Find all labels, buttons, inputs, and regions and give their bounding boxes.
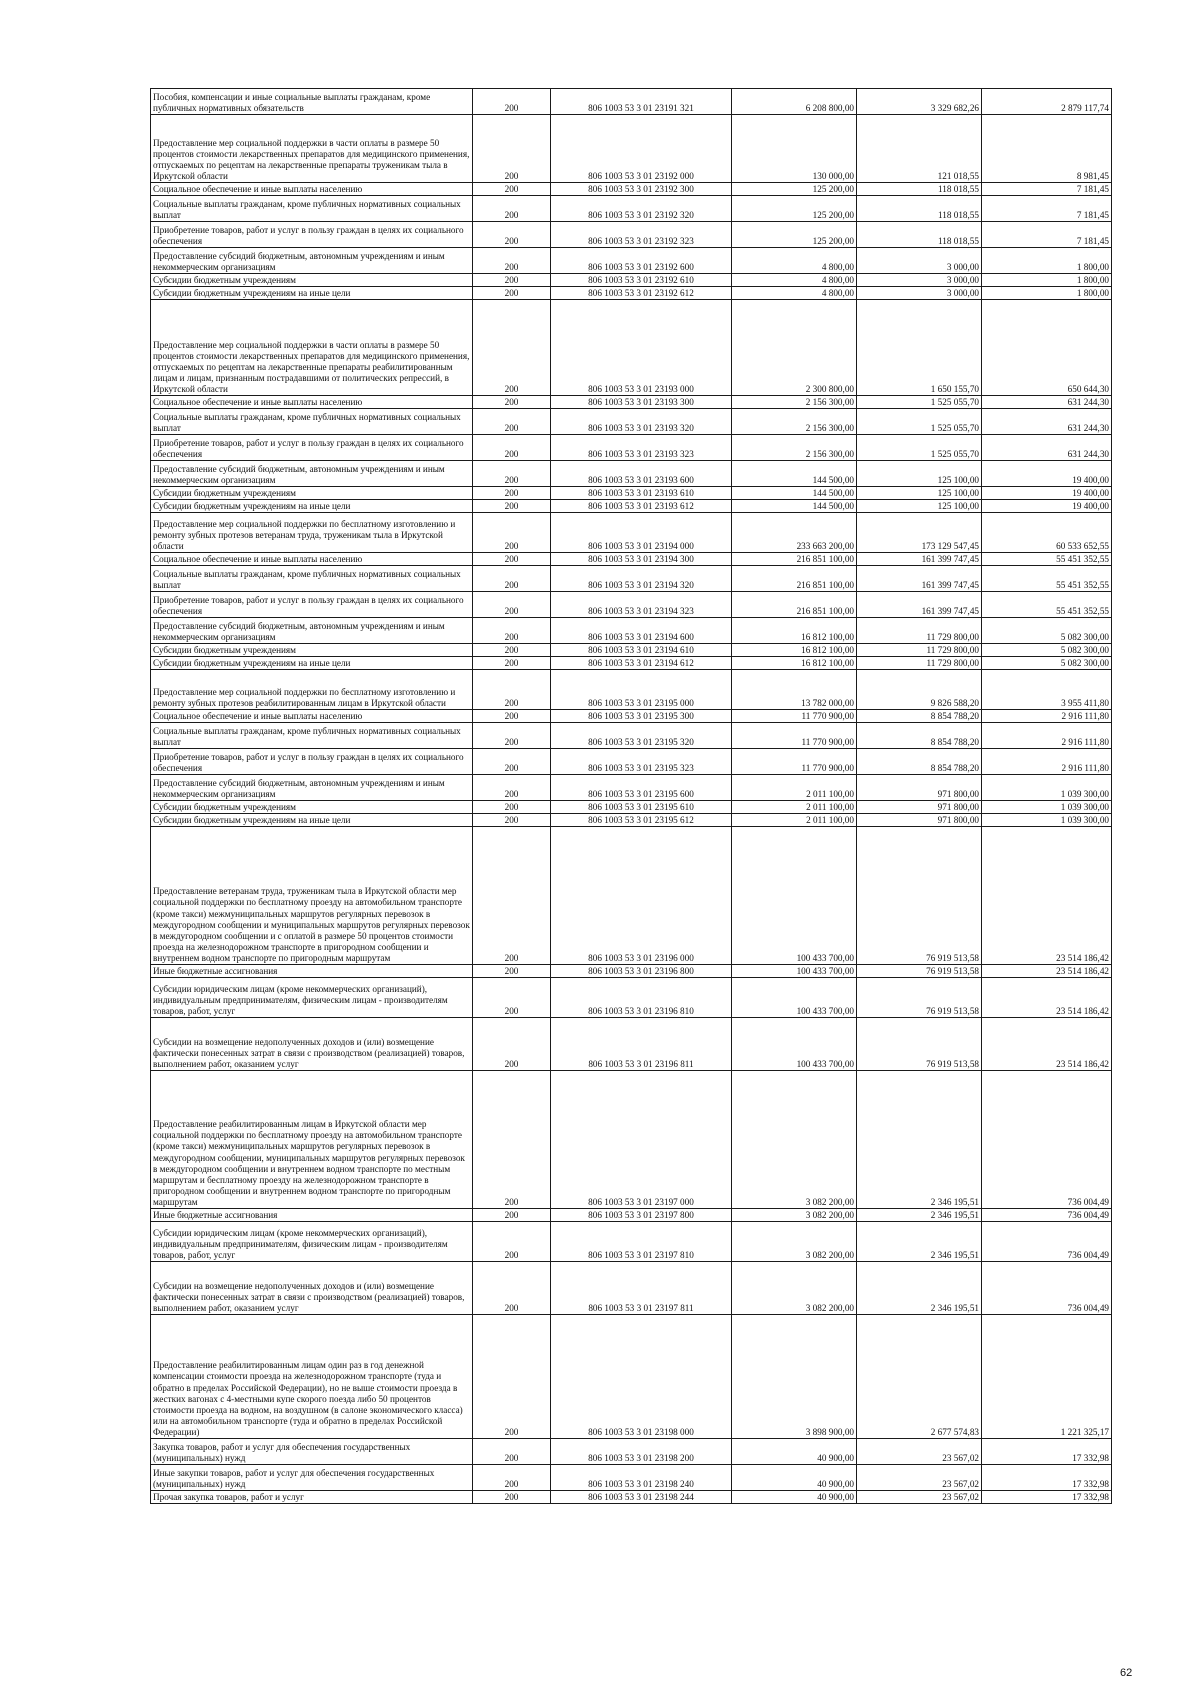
budget-classification-code: 806 1003 53 3 01 23192 000 — [551, 115, 732, 183]
unexecuted-amount: 631 244,30 — [982, 409, 1112, 435]
admin-code: 200 — [473, 592, 551, 618]
budget-classification-code: 806 1003 53 3 01 23198 240 — [551, 1465, 732, 1491]
budget-item-name: Социальные выплаты гражданам, кроме публичных нормативных социальных выплат — [151, 196, 473, 222]
approved-amount: 4 800,00 — [732, 248, 857, 274]
executed-amount: 11 729 800,00 — [857, 657, 982, 670]
table-row — [151, 566, 1112, 592]
budget-item-name: Иные закупки товаров, работ и услуг для обеспечения государственных (муниципальных) нужд — [151, 1465, 473, 1491]
unexecuted-amount: 1 039 300,00 — [982, 801, 1112, 814]
admin-code: 200 — [473, 89, 551, 115]
approved-amount: 16 812 100,00 — [732, 644, 857, 657]
executed-amount: 2 346 195,51 — [857, 1262, 982, 1315]
admin-code: 200 — [473, 513, 551, 553]
approved-amount: 100 433 700,00 — [732, 978, 857, 1018]
budget-classification-code: 806 1003 53 3 01 23195 610 — [551, 801, 732, 814]
approved-amount: 2 156 300,00 — [732, 396, 857, 409]
executed-amount: 2 346 195,51 — [857, 1222, 982, 1262]
executed-amount: 121 018,55 — [857, 115, 982, 183]
budget-item-name: Пособия, компенсации и иные социальные выплаты гражданам, кроме публичных нормативных обязательств — [151, 89, 473, 115]
budget-classification-code: 806 1003 53 3 01 23192 612 — [551, 287, 732, 300]
budget-classification-code: 806 1003 53 3 01 23193 300 — [551, 396, 732, 409]
table-row — [151, 1491, 1112, 1504]
table-row — [151, 222, 1112, 248]
unexecuted-amount: 19 400,00 — [982, 487, 1112, 500]
admin-code: 200 — [473, 196, 551, 222]
table-row — [151, 618, 1112, 644]
budget-classification-code: 806 1003 53 3 01 23195 600 — [551, 775, 732, 801]
approved-amount: 125 200,00 — [732, 196, 857, 222]
executed-amount: 971 800,00 — [857, 801, 982, 814]
budget-classification-code: 806 1003 53 3 01 23196 810 — [551, 978, 732, 1018]
budget-classification-code: 806 1003 53 3 01 23197 800 — [551, 1209, 732, 1222]
admin-code: 200 — [473, 710, 551, 723]
budget-classification-code: 806 1003 53 3 01 23195 320 — [551, 723, 732, 749]
table-row — [151, 657, 1112, 670]
table-row — [151, 435, 1112, 461]
unexecuted-amount: 631 244,30 — [982, 435, 1112, 461]
table-row — [151, 183, 1112, 196]
unexecuted-amount: 736 004,49 — [982, 1222, 1112, 1262]
approved-amount: 216 851 100,00 — [732, 566, 857, 592]
executed-amount: 161 399 747,45 — [857, 566, 982, 592]
unexecuted-amount: 650 644,30 — [982, 300, 1112, 396]
budget-classification-code: 806 1003 53 3 01 23197 810 — [551, 1222, 732, 1262]
admin-code: 200 — [473, 435, 551, 461]
budget-item-name: Социальное обеспечение и иные выплаты населению — [151, 183, 473, 196]
admin-code: 200 — [473, 749, 551, 775]
executed-amount: 125 100,00 — [857, 500, 982, 513]
budget-classification-code: 806 1003 53 3 01 23192 320 — [551, 196, 732, 222]
budget-item-name: Субсидии бюджетным учреждениям — [151, 801, 473, 814]
table-row — [151, 710, 1112, 723]
unexecuted-amount: 5 082 300,00 — [982, 657, 1112, 670]
unexecuted-amount: 5 082 300,00 — [982, 644, 1112, 657]
budget-item-name: Приобретение товаров, работ и услуг в пользу граждан в целях их социального обеспечения — [151, 749, 473, 775]
approved-amount: 2 011 100,00 — [732, 814, 857, 827]
budget-item-name: Иные бюджетные ассигнования — [151, 965, 473, 978]
executed-amount: 76 919 513,58 — [857, 978, 982, 1018]
approved-amount: 11 770 900,00 — [732, 723, 857, 749]
unexecuted-amount: 19 400,00 — [982, 500, 1112, 513]
executed-amount: 3 329 682,26 — [857, 89, 982, 115]
unexecuted-amount: 17 332,98 — [982, 1439, 1112, 1465]
budget-sheet — [150, 88, 1109, 1504]
executed-amount: 1 525 055,70 — [857, 409, 982, 435]
budget-classification-code: 806 1003 53 3 01 23192 323 — [551, 222, 732, 248]
executed-amount: 125 100,00 — [857, 461, 982, 487]
admin-code: 200 — [473, 1491, 551, 1504]
budget-item-name: Социальное обеспечение и иные выплаты населению — [151, 396, 473, 409]
budget-item-name: Приобретение товаров, работ и услуг в пользу граждан в целях их социального обеспечения — [151, 435, 473, 461]
executed-amount: 3 000,00 — [857, 274, 982, 287]
budget-item-name: Субсидии бюджетным учреждениям — [151, 644, 473, 657]
unexecuted-amount: 1 039 300,00 — [982, 814, 1112, 827]
table-row — [151, 248, 1112, 274]
budget-classification-code: 806 1003 53 3 01 23194 320 — [551, 566, 732, 592]
executed-amount: 1 650 155,70 — [857, 300, 982, 396]
admin-code: 200 — [473, 618, 551, 644]
table-row — [151, 644, 1112, 657]
budget-item-name: Предоставление субсидий бюджетным, автономным учреждениям и иным некоммерческим организациям — [151, 618, 473, 644]
executed-amount: 76 919 513,58 — [857, 827, 982, 965]
table-row — [151, 814, 1112, 827]
executed-amount: 173 129 547,45 — [857, 513, 982, 553]
executed-amount: 118 018,55 — [857, 183, 982, 196]
approved-amount: 2 300 800,00 — [732, 300, 857, 396]
budget-classification-code: 806 1003 53 3 01 23192 600 — [551, 248, 732, 274]
table-row — [151, 978, 1112, 1018]
approved-amount: 11 770 900,00 — [732, 710, 857, 723]
executed-amount: 23 567,02 — [857, 1465, 982, 1491]
admin-code: 200 — [473, 965, 551, 978]
unexecuted-amount: 5 082 300,00 — [982, 618, 1112, 644]
unexecuted-amount: 2 916 111,80 — [982, 710, 1112, 723]
executed-amount: 11 729 800,00 — [857, 644, 982, 657]
executed-amount: 161 399 747,45 — [857, 553, 982, 566]
approved-amount: 144 500,00 — [732, 487, 857, 500]
approved-amount: 13 782 000,00 — [732, 670, 857, 710]
table-row — [151, 1439, 1112, 1465]
unexecuted-amount: 1 800,00 — [982, 248, 1112, 274]
approved-amount: 3 082 200,00 — [732, 1071, 857, 1209]
budget-classification-code: 806 1003 53 3 01 23196 811 — [551, 1018, 732, 1071]
executed-amount: 125 100,00 — [857, 487, 982, 500]
unexecuted-amount: 2 916 111,80 — [982, 749, 1112, 775]
approved-amount: 16 812 100,00 — [732, 657, 857, 670]
budget-item-name: Приобретение товаров, работ и услуг в пользу граждан в целях их социального обеспечения — [151, 222, 473, 248]
table-row — [151, 1222, 1112, 1262]
budget-item-name: Предоставление субсидий бюджетным, автономным учреждениям и иным некоммерческим организациям — [151, 248, 473, 274]
budget-item-name: Предоставление субсидий бюджетным, автономным учреждениям и иным некоммерческим организациям — [151, 461, 473, 487]
admin-code: 200 — [473, 500, 551, 513]
budget-classification-code: 806 1003 53 3 01 23193 600 — [551, 461, 732, 487]
budget-item-name: Субсидии юридическим лицам (кроме некоммерческих организаций), индивидуальным предпринимателям, физическим лицам - производителям товаров, работ, услуг — [151, 978, 473, 1018]
unexecuted-amount: 2 879 117,74 — [982, 89, 1112, 115]
table-row — [151, 801, 1112, 814]
approved-amount: 3 082 200,00 — [732, 1222, 857, 1262]
executed-amount: 2 677 574,83 — [857, 1315, 982, 1439]
budget-item-name: Субсидии бюджетным учреждениям на иные цели — [151, 657, 473, 670]
budget-classification-code: 806 1003 53 3 01 23196 800 — [551, 965, 732, 978]
budget-item-name: Иные бюджетные ассигнования — [151, 1209, 473, 1222]
unexecuted-amount: 1 800,00 — [982, 287, 1112, 300]
table-row — [151, 670, 1112, 710]
admin-code: 200 — [473, 1315, 551, 1439]
unexecuted-amount: 55 451 352,55 — [982, 566, 1112, 592]
approved-amount: 40 900,00 — [732, 1491, 857, 1504]
budget-classification-code: 806 1003 53 3 01 23194 000 — [551, 513, 732, 553]
budget-classification-code: 806 1003 53 3 01 23193 000 — [551, 300, 732, 396]
approved-amount: 16 812 100,00 — [732, 618, 857, 644]
approved-amount: 40 900,00 — [732, 1465, 857, 1491]
unexecuted-amount: 23 514 186,42 — [982, 965, 1112, 978]
unexecuted-amount: 1 039 300,00 — [982, 775, 1112, 801]
approved-amount: 3 082 200,00 — [732, 1262, 857, 1315]
unexecuted-amount: 2 916 111,80 — [982, 723, 1112, 749]
executed-amount: 2 346 195,51 — [857, 1071, 982, 1209]
budget-classification-code: 806 1003 53 3 01 23192 610 — [551, 274, 732, 287]
table-row — [151, 487, 1112, 500]
budget-classification-code: 806 1003 53 3 01 23194 600 — [551, 618, 732, 644]
admin-code: 200 — [473, 1209, 551, 1222]
admin-code: 200 — [473, 978, 551, 1018]
unexecuted-amount: 55 451 352,55 — [982, 592, 1112, 618]
executed-amount: 1 525 055,70 — [857, 435, 982, 461]
approved-amount: 4 800,00 — [732, 274, 857, 287]
approved-amount: 144 500,00 — [732, 500, 857, 513]
admin-code: 200 — [473, 814, 551, 827]
table-row — [151, 1071, 1112, 1209]
admin-code: 200 — [473, 801, 551, 814]
budget-item-name: Субсидии на возмещение недополученных доходов и (или) возмещение фактически понесенных затрат в связи с производством (реализацией) товаров, выполнением работ, оказанием услуг — [151, 1262, 473, 1315]
approved-amount: 144 500,00 — [732, 461, 857, 487]
budget-classification-code: 806 1003 53 3 01 23195 323 — [551, 749, 732, 775]
budget-item-name: Прочая закупка товаров, работ и услуг — [151, 1491, 473, 1504]
budget-item-name: Предоставление реабилитированным лицам в Иркутской области мер социальной поддержки по бесплатному проезду на автомобильном транспорте (кроме такси) межмуниципальных маршрутов регулярных перевозок в междугородном сообщении, муниципальных маршрутов регулярных перевозок в междугородном сообщении и внутреннем водном транспорте по местным маршрутам и бесплатному проезду на железнодорожном транспорте в пригородном сообщении и внутреннем водном транспорте по пригородным маршрутам — [151, 1071, 473, 1209]
admin-code: 200 — [473, 274, 551, 287]
budget-item-name: Социальные выплаты гражданам, кроме публичных нормативных социальных выплат — [151, 409, 473, 435]
budget-classification-code: 806 1003 53 3 01 23193 610 — [551, 487, 732, 500]
executed-amount: 8 854 788,20 — [857, 749, 982, 775]
budget-item-name: Социальное обеспечение и иные выплаты населению — [151, 710, 473, 723]
executed-amount: 9 826 588,20 — [857, 670, 982, 710]
budget-item-name: Социальное обеспечение и иные выплаты населению — [151, 553, 473, 566]
budget-classification-code: 806 1003 53 3 01 23194 610 — [551, 644, 732, 657]
unexecuted-amount: 23 514 186,42 — [982, 1018, 1112, 1071]
approved-amount: 6 208 800,00 — [732, 89, 857, 115]
budget-item-name: Предоставление мер социальной поддержки в части оплаты в размере 50 процентов стоимости лекарственных препаратов для медицинского применения, отпускаемых по рецептам на лекарственные препараты труженикам тыла в Иркутской области — [151, 115, 473, 183]
executed-amount: 971 800,00 — [857, 775, 982, 801]
table-row — [151, 89, 1112, 115]
admin-code: 200 — [473, 487, 551, 500]
unexecuted-amount: 1 800,00 — [982, 274, 1112, 287]
unexecuted-amount: 55 451 352,55 — [982, 553, 1112, 566]
admin-code: 200 — [473, 1439, 551, 1465]
table-row — [151, 513, 1112, 553]
approved-amount: 216 851 100,00 — [732, 592, 857, 618]
budget-classification-code: 806 1003 53 3 01 23192 300 — [551, 183, 732, 196]
admin-code: 200 — [473, 461, 551, 487]
budget-item-name: Субсидии бюджетным учреждениям — [151, 274, 473, 287]
admin-code: 200 — [473, 644, 551, 657]
approved-amount: 130 000,00 — [732, 115, 857, 183]
table-row — [151, 300, 1112, 396]
budget-classification-code: 806 1003 53 3 01 23198 000 — [551, 1315, 732, 1439]
budget-item-name: Предоставление реабилитированным лицам один раз в год денежной компенсации стоимости проезда на железнодорожном транспорте (туда и обратно в пределах Российской Федерации), но не выше стоимости проезда в жестких вагонах с 4-местными купе скорого поезда либо 50 процентов стоимости проезда на водном, на воздушном (в салоне экономического класса) или на автомобильном транспорте (туда и обратно в пределах Российской Федерации) — [151, 1315, 473, 1439]
executed-amount: 118 018,55 — [857, 196, 982, 222]
budget-classification-code: 806 1003 53 3 01 23195 000 — [551, 670, 732, 710]
approved-amount: 100 433 700,00 — [732, 827, 857, 965]
budget-item-name: Предоставление ветеранам труда, труженикам тыла в Иркутской области мер социальной поддержки по бесплатному проезду на автомобильном транспорте (кроме такси) межмуниципальных маршрутов регулярных перевозок в междугородном сообщении и муниципальных маршрутов регулярных перевозок в междугородном сообщении и с оплатой в размере 50 процентов стоимости проезда на железнодорожном транспорте в пригородном сообщении и внутреннем водном транспорте по пригородным маршрутам — [151, 827, 473, 965]
approved-amount: 100 433 700,00 — [732, 1018, 857, 1071]
budget-classification-code: 806 1003 53 3 01 23195 612 — [551, 814, 732, 827]
admin-code: 200 — [473, 115, 551, 183]
executed-amount: 11 729 800,00 — [857, 618, 982, 644]
admin-code: 200 — [473, 1071, 551, 1209]
table-row — [151, 775, 1112, 801]
table-row — [151, 749, 1112, 775]
unexecuted-amount: 7 181,45 — [982, 183, 1112, 196]
table-row — [151, 965, 1112, 978]
executed-amount: 2 346 195,51 — [857, 1209, 982, 1222]
budget-classification-code: 806 1003 53 3 01 23195 300 — [551, 710, 732, 723]
admin-code: 200 — [473, 222, 551, 248]
unexecuted-amount: 736 004,49 — [982, 1262, 1112, 1315]
table-row — [151, 723, 1112, 749]
budget-item-name: Субсидии бюджетным учреждениям на иные цели — [151, 500, 473, 513]
budget-item-name: Приобретение товаров, работ и услуг в пользу граждан в целях их социального обеспечения — [151, 592, 473, 618]
approved-amount: 2 156 300,00 — [732, 409, 857, 435]
budget-execution-table — [150, 88, 1112, 1504]
executed-amount: 76 919 513,58 — [857, 1018, 982, 1071]
budget-table-body — [151, 89, 1112, 1504]
approved-amount: 3 082 200,00 — [732, 1209, 857, 1222]
approved-amount: 100 433 700,00 — [732, 965, 857, 978]
table-row — [151, 196, 1112, 222]
budget-item-name: Предоставление мер социальной поддержки по бесплатному изготовлению и ремонту зубных протезов реабилитированным лицам в Иркутской области — [151, 670, 473, 710]
budget-item-name: Социальные выплаты гражданам, кроме публичных нормативных социальных выплат — [151, 723, 473, 749]
unexecuted-amount: 736 004,49 — [982, 1209, 1112, 1222]
budget-item-name: Закупка товаров, работ и услуг для обеспечения государственных (муниципальных) нужд — [151, 1439, 473, 1465]
executed-amount: 3 000,00 — [857, 287, 982, 300]
executed-amount: 8 854 788,20 — [857, 710, 982, 723]
admin-code: 200 — [473, 1465, 551, 1491]
unexecuted-amount: 17 332,98 — [982, 1465, 1112, 1491]
budget-item-name: Субсидии бюджетным учреждениям — [151, 487, 473, 500]
budget-item-name: Социальные выплаты гражданам, кроме публичных нормативных социальных выплат — [151, 566, 473, 592]
budget-item-name: Предоставление мер социальной поддержки по бесплатному изготовлению и ремонту зубных протезов ветеранам труда, труженикам тыла в Иркутской области — [151, 513, 473, 553]
admin-code: 200 — [473, 553, 551, 566]
unexecuted-amount: 19 400,00 — [982, 461, 1112, 487]
unexecuted-amount: 736 004,49 — [982, 1071, 1112, 1209]
budget-classification-code: 806 1003 53 3 01 23193 320 — [551, 409, 732, 435]
admin-code: 200 — [473, 300, 551, 396]
table-row — [151, 1315, 1112, 1439]
unexecuted-amount: 7 181,45 — [982, 196, 1112, 222]
table-row — [151, 592, 1112, 618]
budget-item-name: Предоставление мер социальной поддержки в части оплаты в размере 50 процентов стоимости лекарственных препаратов для медицинского применения, отпускаемых по рецептам на лекарственные препараты реабилитированным лицам и лицам, признанным пострадавшими от политических репрессий, в Иркутской области — [151, 300, 473, 396]
admin-code: 200 — [473, 723, 551, 749]
admin-code: 200 — [473, 287, 551, 300]
unexecuted-amount: 23 514 186,42 — [982, 827, 1112, 965]
budget-classification-code: 806 1003 53 3 01 23194 300 — [551, 553, 732, 566]
unexecuted-amount: 3 955 411,80 — [982, 670, 1112, 710]
executed-amount: 971 800,00 — [857, 814, 982, 827]
budget-classification-code: 806 1003 53 3 01 23196 000 — [551, 827, 732, 965]
approved-amount: 125 200,00 — [732, 222, 857, 248]
budget-item-name: Субсидии юридическим лицам (кроме некоммерческих организаций), индивидуальным предпринимателям, физическим лицам - производителям товаров, работ, услуг — [151, 1222, 473, 1262]
table-row — [151, 500, 1112, 513]
unexecuted-amount: 17 332,98 — [982, 1491, 1112, 1504]
executed-amount: 118 018,55 — [857, 222, 982, 248]
admin-code: 200 — [473, 248, 551, 274]
budget-item-name: Субсидии бюджетным учреждениям на иные цели — [151, 287, 473, 300]
table-row — [151, 461, 1112, 487]
budget-classification-code: 806 1003 53 3 01 23197 811 — [551, 1262, 732, 1315]
admin-code: 200 — [473, 409, 551, 435]
budget-classification-code: 806 1003 53 3 01 23194 612 — [551, 657, 732, 670]
page-number: 62 — [1120, 1667, 1133, 1679]
admin-code: 200 — [473, 775, 551, 801]
admin-code: 200 — [473, 670, 551, 710]
approved-amount: 2 011 100,00 — [732, 801, 857, 814]
table-row — [151, 274, 1112, 287]
admin-code: 200 — [473, 657, 551, 670]
admin-code: 200 — [473, 396, 551, 409]
unexecuted-amount: 8 981,45 — [982, 115, 1112, 183]
unexecuted-amount: 631 244,30 — [982, 396, 1112, 409]
executed-amount: 76 919 513,58 — [857, 965, 982, 978]
table-row — [151, 287, 1112, 300]
budget-item-name: Субсидии на возмещение недополученных доходов и (или) возмещение фактически понесенных затрат в связи с производством (реализацией) товаров, выполнением работ, оказанием услуг — [151, 1018, 473, 1071]
budget-item-name: Предоставление субсидий бюджетным, автономным учреждениям и иным некоммерческим организациям — [151, 775, 473, 801]
approved-amount: 2 011 100,00 — [732, 775, 857, 801]
budget-classification-code: 806 1003 53 3 01 23198 244 — [551, 1491, 732, 1504]
table-row — [151, 409, 1112, 435]
executed-amount: 8 854 788,20 — [857, 723, 982, 749]
approved-amount: 2 156 300,00 — [732, 435, 857, 461]
budget-classification-code: 806 1003 53 3 01 23194 323 — [551, 592, 732, 618]
table-row — [151, 1018, 1112, 1071]
approved-amount: 11 770 900,00 — [732, 749, 857, 775]
table-row — [151, 1465, 1112, 1491]
admin-code: 200 — [473, 1222, 551, 1262]
budget-classification-code: 806 1003 53 3 01 23191 321 — [551, 89, 732, 115]
admin-code: 200 — [473, 566, 551, 592]
executed-amount: 161 399 747,45 — [857, 592, 982, 618]
approved-amount: 3 898 900,00 — [732, 1315, 857, 1439]
admin-code: 200 — [473, 1018, 551, 1071]
unexecuted-amount: 60 533 652,55 — [982, 513, 1112, 553]
budget-item-name: Субсидии бюджетным учреждениям на иные цели — [151, 814, 473, 827]
admin-code: 200 — [473, 1262, 551, 1315]
budget-classification-code: 806 1003 53 3 01 23193 323 — [551, 435, 732, 461]
table-row — [151, 115, 1112, 183]
approved-amount: 233 663 200,00 — [732, 513, 857, 553]
budget-classification-code: 806 1003 53 3 01 23197 000 — [551, 1071, 732, 1209]
table-row — [151, 1262, 1112, 1315]
approved-amount: 125 200,00 — [732, 183, 857, 196]
approved-amount: 4 800,00 — [732, 287, 857, 300]
executed-amount: 23 567,02 — [857, 1439, 982, 1465]
executed-amount: 23 567,02 — [857, 1491, 982, 1504]
table-row — [151, 553, 1112, 566]
unexecuted-amount: 23 514 186,42 — [982, 978, 1112, 1018]
admin-code: 200 — [473, 827, 551, 965]
admin-code: 200 — [473, 183, 551, 196]
table-row — [151, 1209, 1112, 1222]
table-row — [151, 396, 1112, 409]
unexecuted-amount: 7 181,45 — [982, 222, 1112, 248]
unexecuted-amount: 1 221 325,17 — [982, 1315, 1112, 1439]
approved-amount: 216 851 100,00 — [732, 553, 857, 566]
table-row — [151, 827, 1112, 965]
approved-amount: 40 900,00 — [732, 1439, 857, 1465]
executed-amount: 3 000,00 — [857, 248, 982, 274]
executed-amount: 1 525 055,70 — [857, 396, 982, 409]
budget-classification-code: 806 1003 53 3 01 23193 612 — [551, 500, 732, 513]
budget-classification-code: 806 1003 53 3 01 23198 200 — [551, 1439, 732, 1465]
